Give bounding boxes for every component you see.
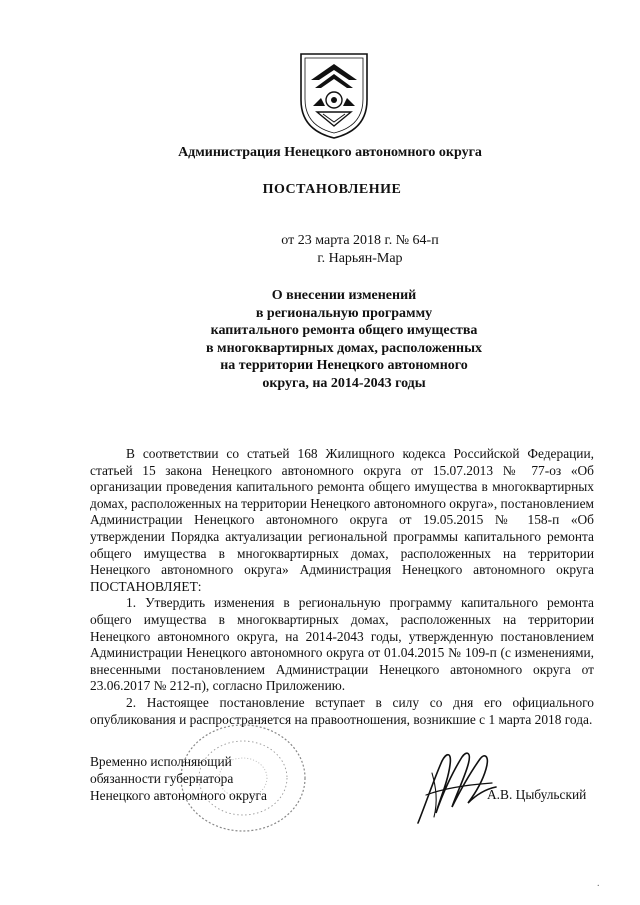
preamble-paragraph: В соответствии со статьей 168 Жилищного кодекса Российской Федерации, статьей 15 закона Ненецкого автономного округа от 15.07.2013 № 77-оз «Об организации проведения капитального ремонта общего имущества в многоквартирных домах, расположенных на территории Ненецкого автономного округа», постановлением Администрации Ненецкого автономного округа от 19.05.2015 № 158-п «Об утверждении Порядка актуализации региональной программы капитального ремонта общего имущества в многоквартирных домах, расположенных на территории Ненецкого автономного округа» Администрация Ненецкого автономного округа ПОСТАНОВЛЯЕТ: — [90, 446, 595, 594]
document-body — [90, 446, 594, 728]
clause-2-paragraph: 2. Настоящее постановление вступает в силу со дня его официального опубликования и распространяется на правоотношения, возникшие с 1 марта 2018 года. — [90, 694, 594, 727]
footer-mark: . — [597, 878, 600, 889]
signatory-name: А.В. Цыбульский — [487, 787, 587, 802]
city: г. Нарьян-Мар — [317, 251, 403, 266]
subject-line: в многоквартирных домах, расположенных — [205, 340, 482, 356]
subject-line: капитального ремонта общего имущества — [210, 323, 478, 338]
position-line: Ненецкого автономного округа — [90, 788, 267, 803]
date-number: от 23 марта 2018 г. № 64-п — [281, 233, 439, 248]
organization-title: Администрация Ненецкого автономного округа — [178, 145, 482, 160]
document-subject — [24, 287, 640, 392]
signatory-position — [90, 753, 267, 804]
coat-of-arms-icon — [297, 50, 371, 140]
subject-line: О внесении изменений — [271, 288, 417, 303]
document-type: ПОСТАНОВЛЕНИЕ — [262, 182, 402, 197]
position-line: Временно исполняющий — [90, 754, 232, 769]
subject-line: округа, на 2014-2043 годы — [262, 375, 426, 391]
subject-line: на территории Ненецкого автономного — [220, 358, 468, 373]
position-line: обязанности губернатора — [90, 771, 234, 786]
clause-1-paragraph: 1. Утвердить изменения в региональную программу капитального ремонта общего имущества в многоквартирных домах, расположенных на территории Ненецкого автономного округа, на 2014-2043 годы, утвержденную постановлением Администрации Ненецкого автономного округа от 01.04.2015 № 109-п (с изменениями, внесенными постановлением Администрации Ненецкого автономного округа от 23.06.2017 № 212-п), согласно Приложению. — [90, 595, 594, 694]
subject-line: в региональную программу — [255, 305, 433, 321]
